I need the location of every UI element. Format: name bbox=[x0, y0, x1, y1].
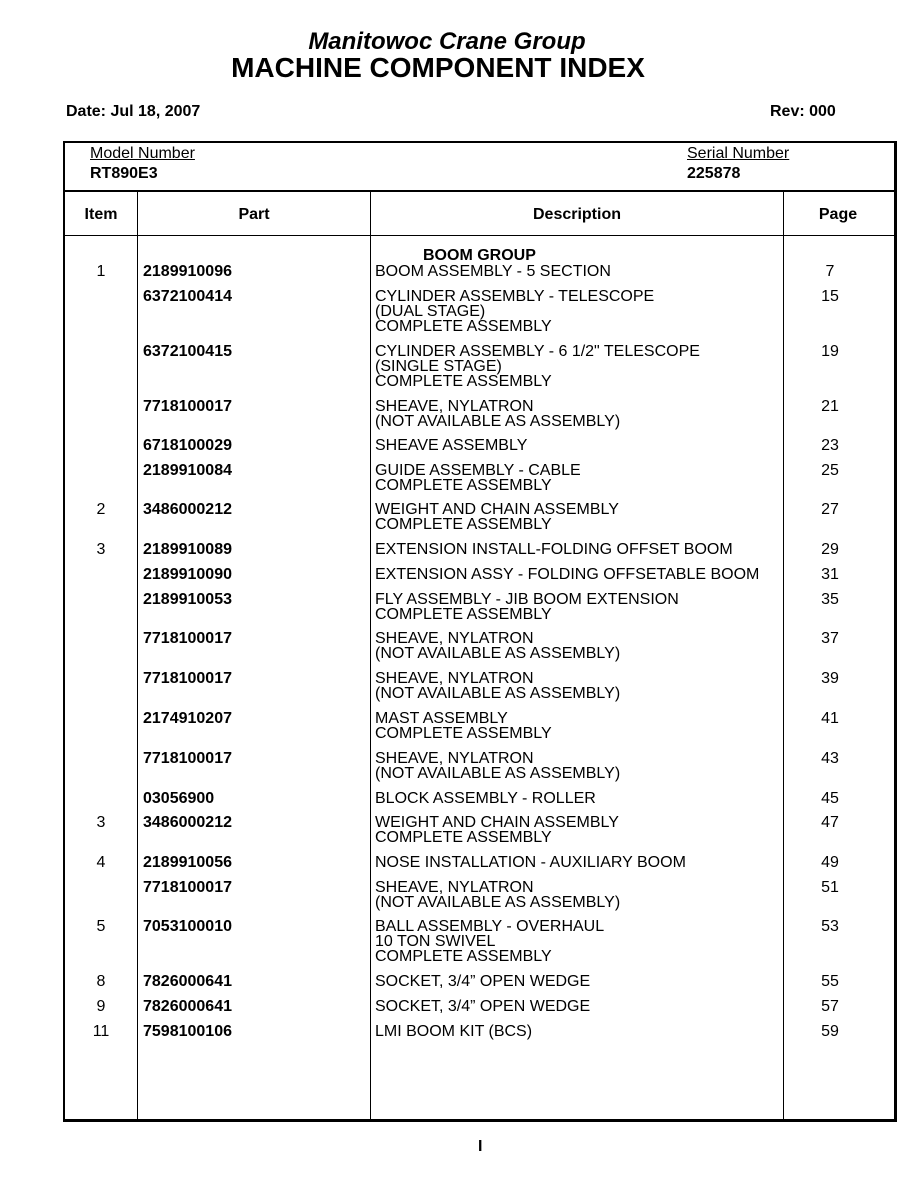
item-number: 3 bbox=[96, 814, 106, 831]
description-line: COMPLETE ASSEMBLY bbox=[375, 725, 552, 742]
description-line: CYLINDER ASSEMBLY - 6 1/2" TELESCOPE bbox=[375, 343, 700, 360]
description bbox=[375, 567, 785, 582]
date-label: Date: Jul 18, 2007 bbox=[66, 103, 201, 120]
item-number: 3 bbox=[96, 541, 106, 558]
part-number: 7826000641 bbox=[143, 998, 232, 1015]
description bbox=[375, 974, 785, 989]
part-number: 7718100017 bbox=[143, 630, 232, 647]
description bbox=[375, 999, 785, 1014]
group-title: BOOM GROUP bbox=[423, 247, 536, 264]
part-number: 7718100017 bbox=[143, 398, 232, 415]
part-number: 7718100017 bbox=[143, 750, 232, 767]
description-line: (SINGLE STAGE) bbox=[375, 358, 502, 375]
page-reference: 7 bbox=[825, 263, 835, 280]
description-line: COMPLETE ASSEMBLY bbox=[375, 516, 552, 533]
header-divider bbox=[65, 190, 894, 192]
description-line: GUIDE ASSEMBLY - CABLE bbox=[375, 462, 581, 479]
description-line: FLY ASSEMBLY - JIB BOOM EXTENSION bbox=[375, 591, 679, 608]
page-reference: 49 bbox=[821, 854, 839, 871]
item-number: 5 bbox=[96, 918, 106, 935]
description bbox=[375, 399, 785, 429]
description-line: SOCKET, 3/4” OPEN WEDGE bbox=[375, 973, 591, 990]
column-header-page: Page bbox=[818, 206, 858, 223]
description-line: (DUAL STAGE) bbox=[375, 303, 486, 320]
column-divider bbox=[137, 191, 138, 1119]
description-line: SHEAVE, NYLATRON bbox=[375, 670, 534, 687]
description-line: COMPLETE ASSEMBLY bbox=[375, 477, 552, 494]
part-number: 6372100414 bbox=[143, 288, 232, 305]
column-header-part: Part bbox=[238, 206, 270, 223]
part-number: 7718100017 bbox=[143, 879, 232, 896]
item-number: 9 bbox=[96, 998, 106, 1015]
description-line: (NOT AVAILABLE AS ASSEMBLY) bbox=[375, 685, 621, 702]
part-number: 2189910056 bbox=[143, 854, 232, 871]
description-line: SHEAVE, NYLATRON bbox=[375, 398, 534, 415]
column-header-description: Description bbox=[532, 206, 621, 223]
page-reference: 15 bbox=[821, 288, 839, 305]
document-title: MACHINE COMPONENT INDEX bbox=[231, 52, 645, 83]
page-reference: 37 bbox=[821, 630, 839, 647]
page-reference: 25 bbox=[821, 462, 839, 479]
description bbox=[375, 1024, 785, 1039]
description bbox=[375, 502, 785, 532]
page-number: I bbox=[478, 1138, 483, 1155]
description-line: SOCKET, 3/4” OPEN WEDGE bbox=[375, 998, 591, 1015]
revision-label: Rev: 000 bbox=[770, 103, 836, 120]
description-line: LMI BOOM KIT (BCS) bbox=[375, 1023, 533, 1040]
description-line: (NOT AVAILABLE AS ASSEMBLY) bbox=[375, 645, 621, 662]
description-line: COMPLETE ASSEMBLY bbox=[375, 829, 552, 846]
page-reference: 55 bbox=[821, 973, 839, 990]
part-number: 2174910207 bbox=[143, 710, 232, 727]
description bbox=[375, 815, 785, 845]
page-reference: 59 bbox=[821, 1023, 839, 1040]
description bbox=[375, 463, 785, 493]
page-reference: 53 bbox=[821, 918, 839, 935]
description-line: WEIGHT AND CHAIN ASSEMBLY bbox=[375, 501, 619, 518]
description bbox=[375, 289, 785, 334]
page-reference: 31 bbox=[821, 566, 839, 583]
page-reference: 51 bbox=[821, 879, 839, 896]
page-reference: 45 bbox=[821, 790, 839, 807]
description-line: 10 TON SWIVEL bbox=[375, 933, 496, 950]
description-line: (NOT AVAILABLE AS ASSEMBLY) bbox=[375, 894, 621, 911]
description-line: WEIGHT AND CHAIN ASSEMBLY bbox=[375, 814, 619, 831]
part-number: 2189910089 bbox=[143, 541, 232, 558]
description-line: COMPLETE ASSEMBLY bbox=[375, 948, 552, 965]
description bbox=[375, 751, 785, 781]
description-line: NOSE INSTALLATION - AUXILIARY BOOM bbox=[375, 854, 686, 871]
description-line: COMPLETE ASSEMBLY bbox=[375, 606, 552, 623]
part-number: 2189910053 bbox=[143, 591, 232, 608]
description bbox=[375, 919, 785, 964]
serial-number-value: 225878 bbox=[687, 165, 741, 182]
part-number: 3486000212 bbox=[143, 814, 232, 831]
description-line: SHEAVE, NYLATRON bbox=[375, 879, 534, 896]
description bbox=[375, 855, 785, 870]
page-reference: 47 bbox=[821, 814, 839, 831]
description bbox=[375, 631, 785, 661]
model-number-label: Model Number bbox=[90, 145, 195, 162]
part-number: 7598100106 bbox=[143, 1023, 232, 1040]
description bbox=[375, 438, 785, 453]
page-reference: 35 bbox=[821, 591, 839, 608]
description-line: (NOT AVAILABLE AS ASSEMBLY) bbox=[375, 413, 621, 430]
component-index-table bbox=[63, 141, 897, 1122]
part-number: 3486000212 bbox=[143, 501, 232, 518]
description-line: EXTENSION INSTALL-FOLDING OFFSET BOOM bbox=[375, 541, 733, 558]
description-line: (NOT AVAILABLE AS ASSEMBLY) bbox=[375, 765, 621, 782]
part-number: 6372100415 bbox=[143, 343, 232, 360]
part-number: 2189910084 bbox=[143, 462, 232, 479]
part-number: 7053100010 bbox=[143, 918, 232, 935]
description-line: SHEAVE, NYLATRON bbox=[375, 630, 534, 647]
page-reference: 27 bbox=[821, 501, 839, 518]
page-reference: 23 bbox=[821, 437, 839, 454]
description-line: MAST ASSEMBLY bbox=[375, 710, 508, 727]
model-number-value: RT890E3 bbox=[90, 165, 158, 182]
description-line: EXTENSION ASSY - FOLDING OFFSETABLE BOOM bbox=[375, 566, 760, 583]
item-number: 11 bbox=[92, 1023, 110, 1040]
page-reference: 21 bbox=[821, 398, 839, 415]
description-line: BLOCK ASSEMBLY - ROLLER bbox=[375, 790, 596, 807]
page-reference: 29 bbox=[821, 541, 839, 558]
description bbox=[375, 880, 785, 910]
part-number: 7826000641 bbox=[143, 973, 232, 990]
description-line: BALL ASSEMBLY - OVERHAUL bbox=[375, 918, 605, 935]
column-header-divider bbox=[65, 235, 894, 236]
page-reference: 43 bbox=[821, 750, 839, 767]
part-number: 7718100017 bbox=[143, 670, 232, 687]
description bbox=[375, 344, 785, 389]
column-divider bbox=[370, 191, 371, 1119]
description-line: SHEAVE ASSEMBLY bbox=[375, 437, 528, 454]
page-reference: 57 bbox=[821, 998, 839, 1015]
page-reference: 39 bbox=[821, 670, 839, 687]
company-name: Manitowoc Crane Group bbox=[308, 28, 586, 55]
description bbox=[375, 542, 785, 557]
description bbox=[375, 711, 785, 741]
item-number: 2 bbox=[96, 501, 106, 518]
serial-number-label: Serial Number bbox=[687, 145, 790, 162]
description-line: COMPLETE ASSEMBLY bbox=[375, 318, 552, 335]
description bbox=[375, 671, 785, 701]
item-number: 1 bbox=[96, 263, 106, 280]
description-line: COMPLETE ASSEMBLY bbox=[375, 373, 552, 390]
description bbox=[375, 592, 785, 622]
page-reference: 19 bbox=[821, 343, 839, 360]
description-line: SHEAVE, NYLATRON bbox=[375, 750, 534, 767]
part-number: 6718100029 bbox=[143, 437, 232, 454]
item-number: 8 bbox=[96, 973, 106, 990]
part-number: 2189910090 bbox=[143, 566, 232, 583]
description bbox=[375, 264, 785, 279]
page-reference: 41 bbox=[821, 710, 839, 727]
description bbox=[375, 791, 785, 806]
part-number: 03056900 bbox=[143, 790, 215, 807]
description-line: BOOM ASSEMBLY - 5 SECTION bbox=[375, 263, 611, 280]
column-header-item: Item bbox=[84, 206, 118, 223]
description-line: CYLINDER ASSEMBLY - TELESCOPE bbox=[375, 288, 655, 305]
part-number: 2189910096 bbox=[143, 263, 232, 280]
item-number: 4 bbox=[96, 854, 106, 871]
